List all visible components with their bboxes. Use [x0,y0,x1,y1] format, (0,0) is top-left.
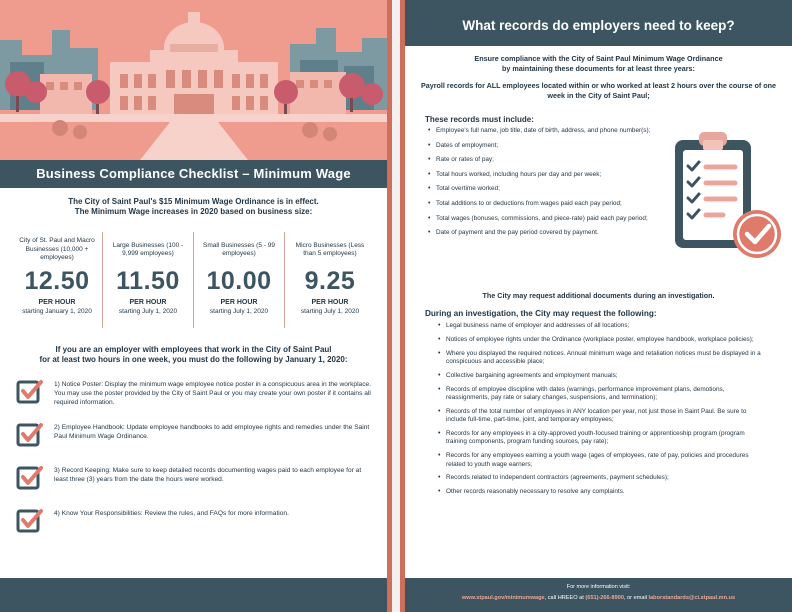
list-item: • Dates of employment; [427,142,671,150]
checkbox-checked-icon [16,378,44,406]
investigation-list [437,322,767,502]
step-text: 2) Employee Handbook: Update employee handbooks to add employee rights and remedies under the Saint Paul Minimum Wage Ordinance. [54,424,370,440]
rate-small [193,232,284,328]
rate-per: PER HOUR [311,299,349,306]
city-hall-illustration [0,0,387,160]
additional-documents-note: The City may request additional documents during an investigation. [482,291,715,300]
list-item: • Rate or rates of pay; [427,156,671,164]
step-employee-handbook [16,421,374,451]
requirement-line-2: for at least two hours in one week, you must do the following by January 1, 2020: [39,355,348,364]
requirement-line-1: If you are an employer with employees that work in the City of Saint Paul [55,345,332,354]
rate-start: starting July 1, 2020 [300,308,360,315]
rate-category: Micro Businesses (Less than 5 employees) [295,241,365,257]
checklist-title: Business Compliance Checklist – Minimum Wage [0,160,387,188]
intro-line-2: The Minimum Wage increases in 2020 based on business size: [74,207,313,216]
checkbox-checked-icon [16,464,44,492]
rate-micro [284,232,375,328]
rate-per: PER HOUR [220,299,258,306]
rate-category: Small Businesses (5 - 99 employees) [203,241,275,257]
must-include-list [427,127,671,244]
list-item: • Where you displayed the required notices. Annual minimum wage and retaliation notices must be displayed in a conspicuous and accessible place; [437,350,767,367]
step-notice-poster [16,378,374,408]
rate-per: PER HOUR [129,299,167,306]
clipboard-checklist-icon [673,126,785,266]
left-panel [0,0,387,612]
list-item: • Legal business name of employer and addresses of all locations; [437,322,767,330]
rate-start: starting July 1, 2020 [209,308,269,315]
investigation-heading: During an investigation, the City may request the following: [425,309,657,318]
rate-per: PER HOUR [38,299,76,306]
compliance-steps [16,378,374,550]
list-item: • Records related to independent contractors (agreements, payment schedules); [437,474,767,482]
step-record-keeping [16,464,374,494]
contact-footer [405,578,792,612]
email-link[interactable]: laborstandards@ci.stpaul.mn.us [648,595,736,601]
list-item: • Records of employee discipline with dates (warnings, performance improvement plans, demotions, reassignments, pay rate or salary changes, suspensions, and termination); [437,386,767,403]
footer-text: , call HREEO at [544,595,586,601]
list-item: • Other records reasonably necessary to resolve any complaints. [437,488,767,496]
footer-info-label: For more information visit: [566,584,631,590]
gutter-stripe [387,0,392,612]
records-intro-line-2: by maintaining these documents for at least three years: [502,63,695,73]
step-text: 3) Record Keeping: Make sure to keep detailed records documenting wages paid to each employee for at least three (3) years from the date the hours were worked. [54,467,362,483]
checkbox-checked-icon [16,507,44,535]
records-intro-line-1: Ensure compliance with the City of Saint Paul Minimum Wage Ordinance [474,54,723,63]
records-title: What records do employers need to keep? [405,0,792,46]
list-item: • Records for any employees earning a youth wage (ages of employees, rate of pay, policies and procedures related to youth wage earners; [437,452,767,469]
rate-value: 10.00 [206,267,272,295]
list-item: • Notices of employee rights under the Ordinance (workplace poster, employee handbook, workplace policies); [437,336,767,344]
footer-text: , or email [623,595,649,601]
must-include-heading: These records must include: [425,115,534,124]
list-item: • Employee's full name, job title, date of birth, address, and phone number(s); [427,127,671,135]
records-intro [425,54,772,73]
list-item: • Records of the total number of employees in ANY location per year, not just those in Saint Paul. Be sure to include full-time, part-time, joint, and temporary employees; [437,408,767,425]
step-text: 4) Know Your Responsibilities: Review the rules, and FAQs for more information. [54,510,289,517]
rate-large [102,232,193,328]
rate-value: 9.25 [304,267,356,295]
rate-start: starting July 1, 2020 [118,308,178,315]
rate-macro [12,232,102,328]
footer-contact-line [405,595,792,601]
phone-link[interactable]: (651)-266-8900 [585,595,624,601]
rate-value: 12.50 [24,267,90,295]
rate-value: 11.50 [116,267,180,295]
list-item: • Date of payment and the pay period covered by payment. [427,229,671,237]
right-panel [405,0,792,612]
list-item: • Total hours worked, including hours per day and per week; [427,171,671,179]
step-responsibilities [16,507,374,537]
list-item: • Total wages (bonuses, commissions, and piece-rate) paid each pay period; [427,215,671,223]
minimum-wage-intro [20,197,367,217]
list-item: • Total additions to or deductions from wages paid each pay period; [427,200,671,208]
rate-category: Large Businesses (100 - 9,999 employees) [112,241,184,257]
wage-rates [12,232,375,328]
checkbox-checked-icon [16,421,44,449]
list-item: • Records for any employees in a city-approved youth-focused training or apprenticeship program (program training components, program funding sources, pay rate); [437,430,767,447]
rate-start: starting January 1, 2020 [22,308,92,315]
list-item: • Total overtime worked; [427,185,671,193]
list-item: • Collective bargaining agreements and employment manuals; [437,372,767,380]
page-gutter [387,0,405,612]
intro-line-1: The City of Saint Paul's $15 Minimum Wage Ordinance is in effect. [68,197,319,206]
step-text: 1) Notice Poster: Display the minimum wage employee notice poster in a conspicuous area in the workplace. You may use the poster provided by the City of Saint Paul or you may create your own poster if it contains all required information. [54,381,372,406]
rate-category: City of St. Paul and Macro Businesses (10,000 + employees) [19,237,95,262]
requirement-statement [18,345,369,365]
left-footer-bar [0,578,387,612]
website-link[interactable]: www.stpaul.gov/minimumwage [461,595,545,601]
payroll-records-statement: Payroll records for ALL employees located within or who worked at least 2 hours over the course of one week in the City of Saint Paul; [420,81,777,100]
